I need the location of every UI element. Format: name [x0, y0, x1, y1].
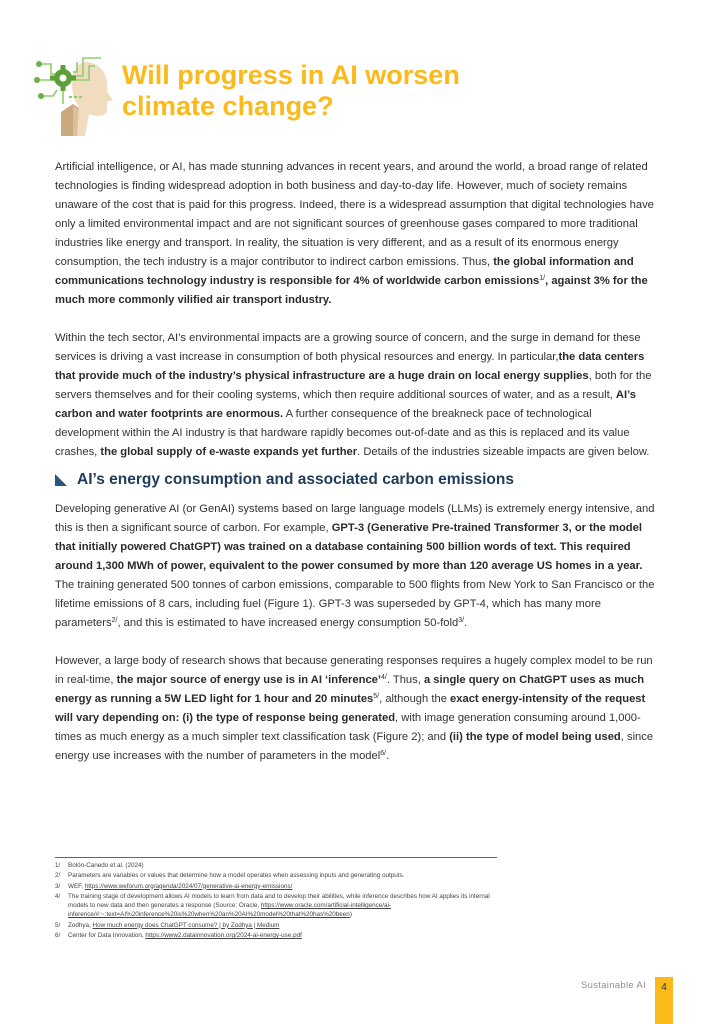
footnote-divider [55, 857, 497, 858]
bold-text: GPT-3 (Generative Pre-trained Transformer 3, or the model that initially powered ChatGPT) was trained on a database containing 500 billion words of text. This required around 1,300 MWh of power, equivalent to the power consumed by more than 120 average US homes in a year. [55, 522, 643, 572]
footnote-link[interactable]: https://www2.datainnovation.org/2024-ai-energy-use.pdf [145, 932, 302, 940]
footnote [55, 921, 505, 930]
footnote-number: 3/ [55, 882, 61, 890]
footer-label: Sustainable AI [581, 980, 646, 991]
section-heading [55, 471, 514, 489]
bold-text: AI’s carbon and water footprints are enormous. [55, 389, 637, 420]
footnote-ref[interactable]: 4/ [381, 674, 387, 681]
text: , since energy use increases with the number of parameters in the model [55, 731, 654, 762]
footnote-ref[interactable]: 3/ [458, 617, 465, 624]
paragraph [55, 500, 658, 633]
footnote [55, 892, 505, 920]
text: Within the tech sector, AI’s environmental impacts are a growing source of concern, and the surge in demand for these services is driving a vast increase in consumption of both physical resources and energy. In particular, [55, 332, 641, 363]
intro-text [55, 158, 658, 481]
footnote [55, 871, 505, 880]
footnote-text [68, 861, 144, 870]
text: , both for the servers themselves and for their cooling systems, which then require additional sources of water, and as a result, [55, 370, 652, 401]
bold-text: , against 3% for the much more commonly vilified air transport industry. [55, 275, 648, 306]
text: The training generated 500 tonnes of carbon emissions, comparable to 500 flights from New York to San Francisco or the lifetime emissions of 8 cars, including fuel (Figure 1). GPT-3 was superseded by GPT-4, which has many more parameters [55, 579, 655, 629]
triangle-bullet-icon [55, 474, 67, 486]
text: . Thus, [386, 674, 424, 686]
footnote-number: 6/ [55, 932, 61, 940]
text: Zodhya, [68, 921, 93, 929]
text: Bolón-Canedo et al. (2024) [68, 862, 144, 869]
footnote-number: 4/ [55, 892, 61, 900]
text: Center for Data Innovation, [68, 932, 146, 940]
ai-head-gear-icon [33, 54, 113, 136]
footnote-text [68, 882, 292, 891]
bold-text: the data centers that provide much of the industry’s physical infrastructure are a huge drain on local energy supplies [55, 351, 645, 382]
footnote-ref[interactable]: 6/ [380, 750, 387, 757]
text: Parameters are variables or values that determine how a model operates when assessing inputs and generating outputs. [68, 872, 405, 880]
text: , with image generation consuming around 1,000-times as much energy as a much simpler text classification task (Figure 2); and [55, 712, 641, 743]
text: However, a large body of research shows that because generating responses requires a hugely complex model to be run in real-time, [55, 655, 653, 686]
text: , and this is estimated to have increased energy consumption 50-fold [117, 617, 459, 629]
text: The training stage of development allows AI models to learn from data and to develop their abilities, while inference describes how AI applies its internal models to new data and then generates a response (Source: Oracle, [68, 892, 490, 910]
footnote-ref[interactable]: 1/ [539, 275, 546, 282]
text: . Details of the industries sizeable impacts are given below. [357, 446, 650, 458]
footnote-link[interactable]: How much energy does ChatGPT consume? | by Zodhya | Medium [92, 921, 280, 929]
bold-text: (ii) the type of model being used [449, 731, 621, 743]
text: WEF, [68, 882, 85, 890]
page-number-box [655, 977, 673, 1024]
section-text [55, 500, 658, 785]
paragraph [55, 158, 658, 310]
bold-text: the global supply of e-waste expands yet further [100, 446, 358, 458]
footnote-number: 5/ [55, 921, 61, 929]
text: . [386, 750, 390, 762]
footnotes [55, 861, 505, 941]
text: Artificial intelligence, or AI, has made stunning advances in recent years, and around the world, a broad range of related technologies is finding widespread adoption in both business and day-to-day life. However, much of society remains unaware of the cost that is paid for this progress. Indeed, there is a widespread assumption that digital technologies have only a limited environmental impact and are not significant sources of greenhouse gases compared to more traditional industries like energy and transport. In reality, the situation is very different, and as a result of its enormous energy consumption, the tech industry is a major contributor to indirect carbon emissions. Thus, [55, 161, 654, 268]
text: , although the [379, 693, 451, 705]
footnote-number: 1/ [55, 862, 61, 869]
bold-text: exact energy-intensity of the request will vary depending on: (i) the type of response being generated [55, 693, 646, 724]
footnote-text [68, 931, 302, 940]
text: Developing generative AI (or GenAI) systems based on large language models (LLMs) is extremely energy intensive, and this is then a significant source of carbon. For example, [55, 503, 655, 534]
text: . [464, 617, 468, 629]
footnote [55, 861, 505, 870]
footnote-text [68, 871, 404, 880]
footnote [55, 931, 505, 940]
footnote-text [68, 921, 279, 930]
bold-text: the major source of energy use is in AI ‘inference’ [116, 674, 381, 686]
page-number: 4 [661, 982, 667, 993]
footnote [55, 882, 505, 891]
page-title: Will progress in AI worsen climate change? [122, 60, 460, 121]
bold-text: the global information and communications technology industry is responsible for 4% of worldwide carbon emissions [55, 256, 634, 287]
paragraph [55, 652, 658, 766]
footnote-ref[interactable]: 5/ [373, 693, 380, 700]
footnote-text [68, 892, 505, 920]
bold-text: a single query on ChatGPT uses as much energy as running a 5W LED light for 1 hour and 20 minutes [55, 674, 645, 705]
text: ) [349, 911, 352, 919]
paragraph [55, 329, 658, 462]
footnote-link[interactable]: https://www.oracle.com/artificial-intelligence/ai-inference/#:~:text=AI%20inference%20is%20when%20an%20AI%20model%20that%20has%20been [68, 902, 392, 919]
text: A further consequence of the breakneck pace of technological development within the AI industry is that hardware rapidly becomes out-of-date and as this is replaced and its value crashes, [55, 408, 630, 458]
footnote-number: 2/ [55, 872, 61, 880]
footnote-ref[interactable]: 2/ [111, 617, 118, 624]
footnote-link[interactable]: https://www.weforum.org/agenda/2024/07/generative-ai-energy-emissions/ [84, 882, 293, 890]
section-title: AI’s energy consumption and associated carbon emissions [77, 471, 514, 488]
